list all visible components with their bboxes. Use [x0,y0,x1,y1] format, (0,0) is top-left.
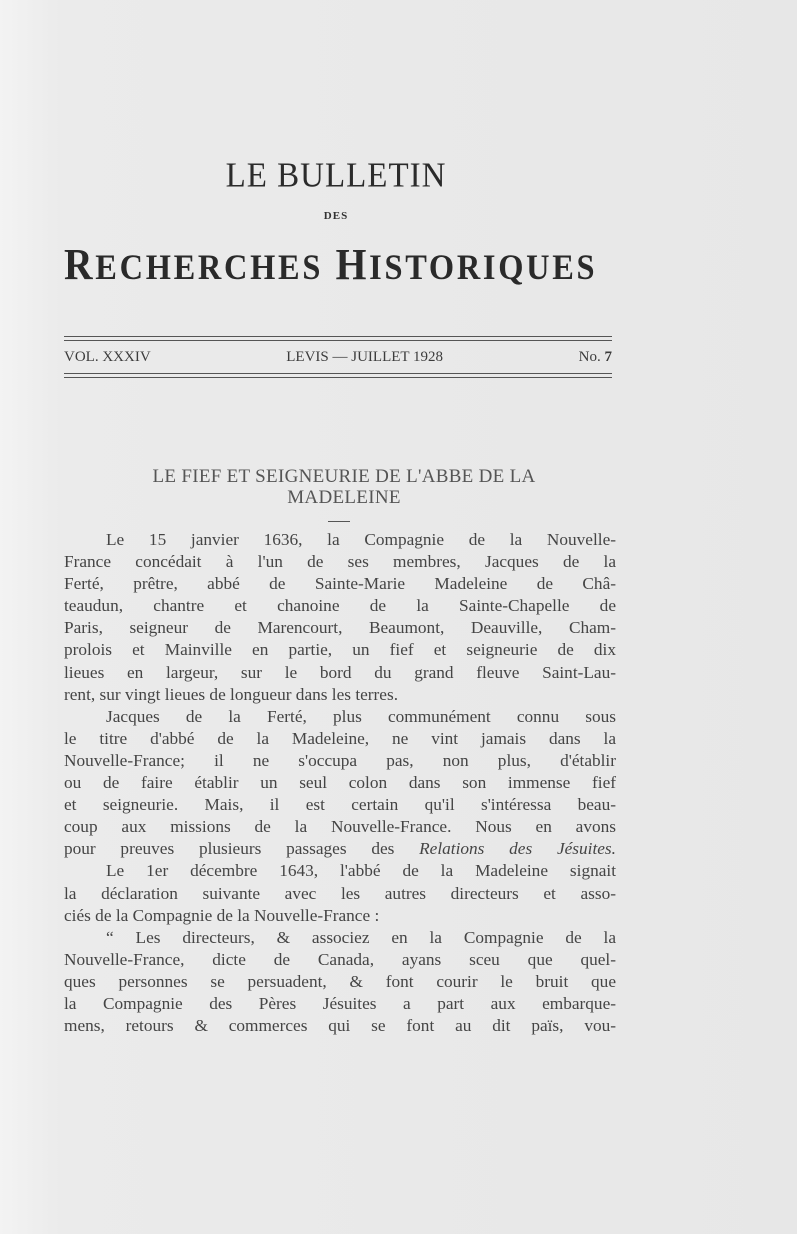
text-line-content: prolois et Mainville en partie, un fief et seigneurie de dix [64,640,616,660]
text-line [64,573,616,595]
text-line [64,860,616,882]
masthead-word1-initial: R [64,240,96,289]
top-rule-thick [64,336,612,337]
article-body [64,529,616,1037]
text-line-content: Paris, seigneur de Marencourt, Beaumont, Deauville, Cham- [64,618,616,638]
text-line-content: pour preuves plusieurs passages des [64,839,420,859]
text-line [64,772,616,794]
issue-info-bar [64,344,612,370]
text-line-content: et seigneurie. Mais, il est certain qu'il s'intéressa beau- [64,795,616,815]
masthead-word1-rest: ECHERCHES [95,247,324,287]
issue-number-value: 7 [604,348,612,365]
text-line [64,905,616,927]
text-line-content: Le 15 janvier 1636, la Compagnie de la Nouvelle- [106,530,616,549]
text-line-content: rent, sur vingt lieues de longueur dans les terres. [64,684,399,704]
text-line [64,684,616,706]
masthead-word2-initial: H [335,240,370,289]
volume-label: VOL. XXXIV [64,348,151,365]
text-line [64,595,616,617]
text-line [64,529,616,551]
text-line [64,728,616,750]
text-line-content: lieues en largeur, sur le bord du grand fleuve Saint-Lau- [64,662,616,682]
text-line-content: la déclaration suivante avec les autres directeurs et asso- [64,883,616,903]
text-line [64,551,616,573]
text-line [64,617,616,639]
top-rule-thin [64,340,612,341]
text-line-content: mens, retours & commerces qui se font au dit païs, vou- [64,1016,616,1036]
text-line [64,794,616,816]
text-line-content: teaudun, chantre et chanoine de la Sainte-Chapelle de [64,596,616,616]
title-separator-dash [328,521,350,522]
masthead-title-line2 [64,240,598,292]
italic-title: Relations des Jésuites. [419,839,616,859]
text-line [64,838,616,860]
text-line [64,662,616,684]
text-line-content: Jacques de la Ferté, plus communément connu sous [106,706,616,726]
issue-number [579,349,612,366]
article-title-line2: MADELEINE [287,487,401,508]
bottom-rule-thin [64,373,612,374]
text-line-content: Le 1er décembre 1643, l'abbé de la Madeleine signait [106,861,616,881]
masthead-word2-rest: ISTORIQUES [369,247,598,287]
text-line-content: ques personnes se persuadent, & font courir le bruit que [64,971,616,991]
text-line-content: Nouvelle-France; il ne s'occupa pas, non plus, d'établir [64,750,616,770]
text-line [64,706,616,728]
text-line-content: Ferté, prêtre, abbé de Sainte-Marie Madeleine de Châ- [64,574,616,594]
text-line [64,750,616,772]
text-line [64,1015,616,1037]
text-line [64,639,616,661]
masthead-des: DES [323,210,349,222]
text-line-content: la Compagnie des Pères Jésuites a part aux embarque- [64,993,616,1013]
text-line [64,816,616,838]
bottom-rule-thick [64,377,612,378]
masthead-title-line1: LE BULLETIN [225,157,447,195]
article-title [64,466,624,508]
text-line-content: France concédait à l'un de ses membres, Jacques de la [64,552,616,572]
text-line [64,883,616,905]
issue-number-label: No. [578,348,601,365]
text-line-content: ou de faire établir un seul colon dans son immense fief [64,773,616,793]
place-date-label: LEVIS — JUILLET 1928 [286,348,444,365]
text-line-content: ciés de la Compagnie de la Nouvelle-France : [64,905,380,925]
text-line-content: Nouvelle-France, dicte de Canada, ayans sceu que quel- [64,949,616,969]
text-line [64,949,616,971]
text-line-content: coup aux missions de la Nouvelle-France. Nous en avons [64,817,616,837]
text-line-content: “ Les directeurs, & associez en la Compagnie de la [106,927,616,947]
text-line [64,971,616,993]
text-line-content: le titre d'abbé de la Madeleine, ne vint jamais dans la [64,728,616,748]
text-line [64,927,616,949]
text-line [64,993,616,1015]
article-title-line1: LE FIEF ET SEIGNEURIE DE L'ABBE DE LA [152,466,536,487]
